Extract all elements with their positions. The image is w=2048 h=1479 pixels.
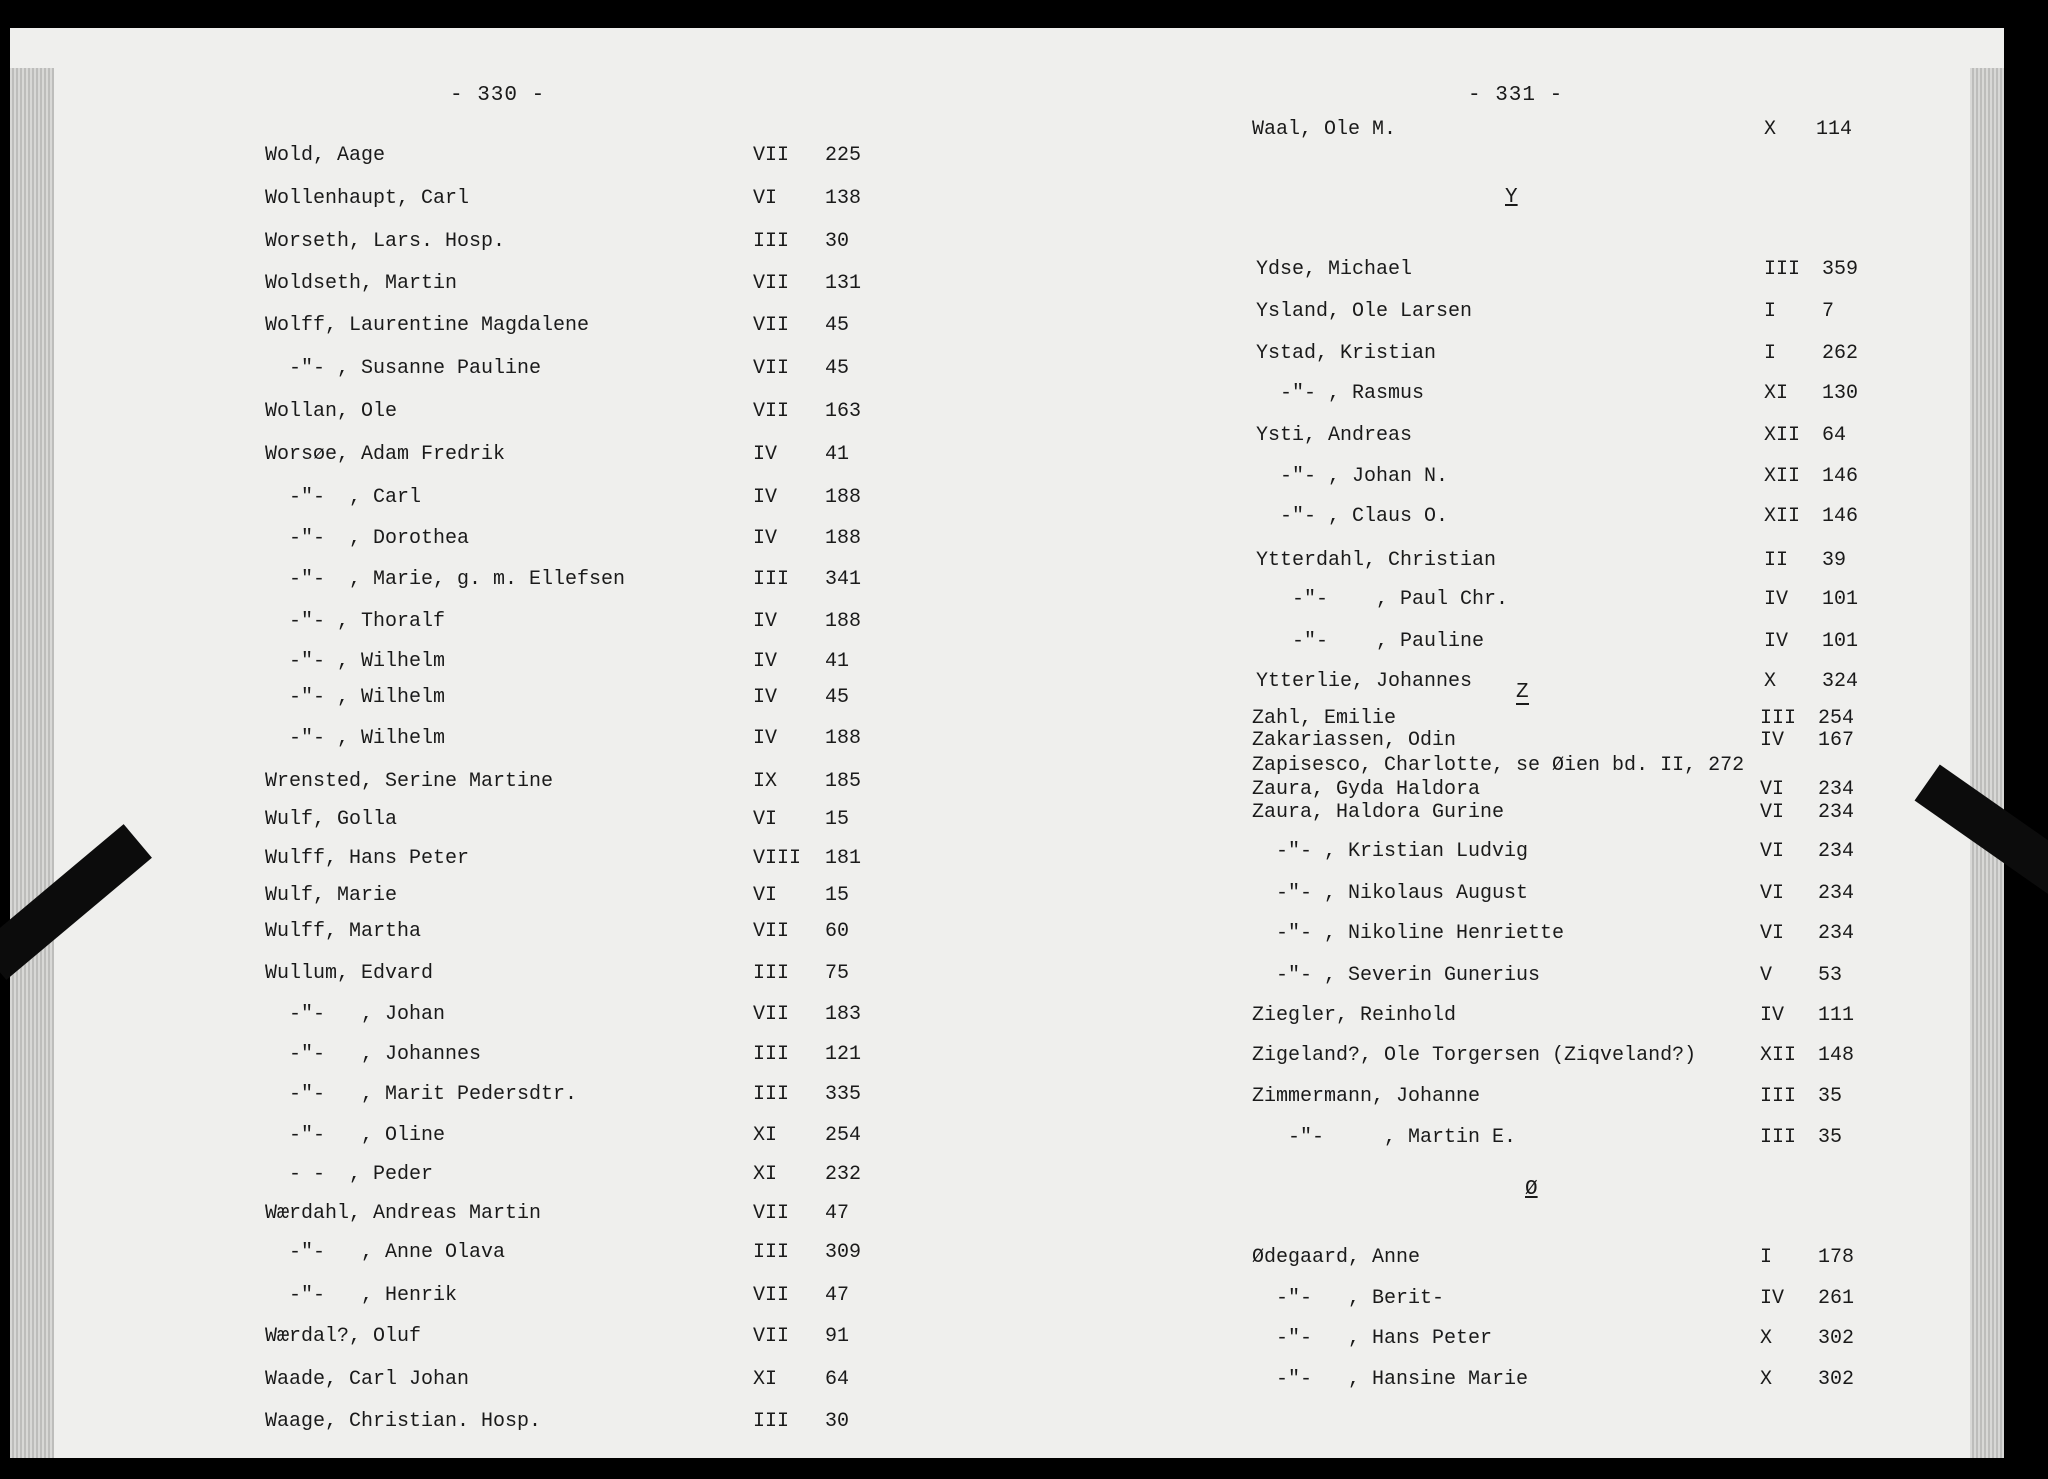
entry-name: Wulf, Golla [265, 808, 398, 831]
entry-name: Ziegler, Reinhold [1252, 1004, 1457, 1027]
entry-name: -"- , Kristian Ludvig [1252, 840, 1529, 863]
entry-name: -"- , Susanne Pauline [265, 357, 542, 380]
entry-volume: VI [1760, 801, 1785, 824]
entry-volume: III [1760, 1085, 1797, 1108]
entry-volume: I [1764, 342, 1777, 365]
entry-name: Ødegaard, Anne [1252, 1246, 1421, 1269]
entry-page: 188 [825, 610, 862, 633]
entry-volume: IV [1760, 729, 1785, 752]
entry-page: 35 [1818, 1085, 1843, 1108]
entry-page: 185 [825, 770, 862, 793]
entry-page: 261 [1818, 1287, 1855, 1310]
entry-volume: VI [753, 187, 778, 210]
entry-name: Zakariassen, Odin [1252, 729, 1457, 752]
entry-volume: VII [753, 400, 790, 423]
entry-name: Ysland, Ole Larsen [1256, 300, 1473, 323]
entry-volume: VII [753, 357, 790, 380]
entry-volume: II [1764, 549, 1789, 572]
entry-page: 39 [1822, 549, 1847, 572]
section-heading-oe: Ø [1525, 1178, 1538, 1201]
entry-volume: VIII [753, 847, 802, 870]
entry-name: -"- , Carl [265, 486, 422, 509]
entry-volume: VII [753, 1284, 790, 1307]
entry-name: Waage, Christian. Hosp. [265, 1410, 542, 1433]
entry-volume: III [753, 1083, 790, 1106]
entry-page: 181 [825, 847, 862, 870]
entry-name: -"- , Rasmus [1256, 382, 1425, 405]
entry-volume: III [753, 1410, 790, 1433]
entry-page: 234 [1818, 840, 1855, 863]
entry-name: Wulf, Marie [265, 884, 398, 907]
entry-volume: VI [1760, 840, 1785, 863]
entry-volume: XII [1764, 424, 1801, 447]
entry-volume: X [1760, 1327, 1773, 1350]
left-page [10, 28, 1040, 1458]
entry-volume: IX [753, 770, 778, 793]
entry-name: -"- , Dorothea [265, 527, 470, 550]
entry-volume: XII [1764, 505, 1801, 528]
entry-volume: VII [753, 1003, 790, 1026]
entry-page: 114 [1816, 118, 1853, 141]
entry-name: Zigeland?, Ole Torgersen (Ziqveland?) [1252, 1044, 1697, 1067]
entry-page: 359 [1822, 258, 1859, 281]
entry-page: 15 [825, 808, 850, 831]
entry-volume: VI [753, 808, 778, 831]
entry-volume: VII [753, 272, 790, 295]
entry-name: -"- , Oline [265, 1124, 446, 1147]
entry-volume: III [753, 1241, 790, 1264]
entry-volume: V [1760, 964, 1773, 987]
entry-page: 15 [825, 884, 850, 907]
entry-volume: X [1764, 118, 1777, 141]
entry-name: Woldseth, Martin [265, 272, 458, 295]
entry-page: 324 [1822, 670, 1859, 693]
entry-page: 309 [825, 1241, 862, 1264]
entry-page: 41 [825, 443, 850, 466]
entry-name: Wolff, Laurentine Magdalene [265, 314, 590, 337]
entry-volume: XII [1764, 465, 1801, 488]
entry-page: 111 [1818, 1004, 1855, 1027]
entry-volume: III [753, 568, 790, 591]
entry-name: Waal, Ole M. [1252, 118, 1397, 141]
entry-volume: IV [1760, 1004, 1785, 1027]
entry-name: Wærdal?, Oluf [265, 1325, 422, 1348]
entry-page: 302 [1818, 1368, 1855, 1391]
entry-volume: IV [753, 686, 778, 709]
entry-page: 254 [1818, 707, 1855, 730]
entry-page: 64 [1822, 424, 1847, 447]
entry-page: 7 [1822, 300, 1835, 323]
entry-volume: X [1760, 1368, 1773, 1391]
entry-page: 47 [825, 1202, 850, 1225]
entry-name: Zahl, Emilie [1252, 707, 1397, 730]
entry-name: -"- , Thoralf [265, 610, 446, 633]
entry-page: 225 [825, 144, 862, 167]
entry-name: Zapisesco, Charlotte, se Øien bd. II, 272 [1252, 754, 1745, 777]
entry-volume: VI [753, 884, 778, 907]
entry-volume: VI [1760, 882, 1785, 905]
entry-page: 234 [1818, 778, 1855, 801]
entry-page: 101 [1822, 588, 1859, 611]
entry-name: -"- , Severin Gunerius [1252, 964, 1541, 987]
entry-name: Ydse, Michael [1256, 258, 1413, 281]
right-page [1036, 28, 2004, 1458]
entry-name: Wulff, Hans Peter [265, 847, 470, 870]
section-heading-z: Z [1516, 681, 1529, 704]
entry-volume: XI [753, 1124, 778, 1147]
entry-volume: X [1764, 670, 1777, 693]
entry-volume: IV [1764, 630, 1789, 653]
entry-page: 121 [825, 1043, 862, 1066]
entry-page: 53 [1818, 964, 1843, 987]
entry-name: -"- , Wilhelm [265, 686, 446, 709]
entry-name: -"- , Marie, g. m. Ellefsen [265, 568, 626, 591]
entry-volume: IV [753, 443, 778, 466]
entry-name: -"- , Martin E. [1252, 1126, 1517, 1149]
entry-name: Wollan, Ole [265, 400, 398, 423]
entry-name: -"- , Paul Chr. [1256, 588, 1509, 611]
entry-name: -"- , Marit Pedersdtr. [265, 1083, 578, 1106]
entry-page: 60 [825, 920, 850, 943]
entry-page: 146 [1822, 465, 1859, 488]
entry-name: Wollenhaupt, Carl [265, 187, 470, 210]
entry-page: 302 [1818, 1327, 1855, 1350]
entry-name: -"- , Claus O. [1256, 505, 1449, 528]
entry-name: -"- , Johannes [265, 1043, 482, 1066]
entry-volume: XI [1764, 382, 1789, 405]
entry-page: 232 [825, 1163, 862, 1186]
entry-name: -"- , Johan [265, 1003, 446, 1026]
entry-volume: III [753, 1043, 790, 1066]
entry-page: 254 [825, 1124, 862, 1147]
entry-name: Ystad, Kristian [1256, 342, 1437, 365]
entry-volume: IV [753, 727, 778, 750]
entry-name: Ysti, Andreas [1256, 424, 1413, 447]
entry-page: 148 [1818, 1044, 1855, 1067]
entry-name: Worsøe, Adam Fredrik [265, 443, 506, 466]
entry-name: -"- , Pauline [1256, 630, 1485, 653]
entry-volume: III [1764, 258, 1801, 281]
entry-page: 335 [825, 1083, 862, 1106]
entry-name: Waade, Carl Johan [265, 1368, 470, 1391]
entry-name: Wærdahl, Andreas Martin [265, 1202, 542, 1225]
page-number: - 330 - [450, 84, 546, 107]
entry-page: 35 [1818, 1126, 1843, 1149]
entry-volume: III [1760, 707, 1797, 730]
entry-volume: IV [753, 650, 778, 673]
entry-page: 91 [825, 1325, 850, 1348]
entry-volume: III [753, 962, 790, 985]
entry-volume: VI [1760, 922, 1785, 945]
entry-page: 163 [825, 400, 862, 423]
entry-page: 167 [1818, 729, 1855, 752]
entry-name: Zaura, Haldora Gurine [1252, 801, 1505, 824]
entry-page: 45 [825, 314, 850, 337]
entry-name: -"- , Wilhelm [265, 727, 446, 750]
entry-volume: VI [1760, 778, 1785, 801]
entry-volume: I [1760, 1246, 1773, 1269]
entry-page: 234 [1818, 882, 1855, 905]
entry-page: 183 [825, 1003, 862, 1026]
entry-page: 188 [825, 527, 862, 550]
entry-name: Wold, Aage [265, 144, 386, 167]
entry-volume: III [1760, 1126, 1797, 1149]
entry-name: - - , Peder [265, 1163, 434, 1186]
entry-volume: IV [1764, 588, 1789, 611]
entry-name: -"- , Johan N. [1256, 465, 1449, 488]
entry-page: 64 [825, 1368, 850, 1391]
entry-page: 45 [825, 686, 850, 709]
entry-page: 130 [1822, 382, 1859, 405]
entry-name: -"- , Berit- [1252, 1287, 1445, 1310]
entry-volume: XI [753, 1163, 778, 1186]
entry-page: 45 [825, 357, 850, 380]
entry-volume: III [753, 230, 790, 253]
entry-name: Wulff, Martha [265, 920, 422, 943]
entry-page: 47 [825, 1284, 850, 1307]
entry-name: -"- , Wilhelm [265, 650, 446, 673]
page-number: - 331 - [1468, 84, 1564, 107]
entry-volume: IV [753, 610, 778, 633]
entry-name: Zaura, Gyda Haldora [1252, 778, 1481, 801]
entry-name: -"- , Anne Olava [265, 1241, 506, 1264]
entry-volume: VII [753, 1202, 790, 1225]
entry-page: 262 [1822, 342, 1859, 365]
entry-name: -"- , Nikoline Henriette [1252, 922, 1565, 945]
page-edge-stack [1970, 68, 2004, 1458]
entry-volume: VII [753, 1325, 790, 1348]
entry-page: 41 [825, 650, 850, 673]
entry-page: 234 [1818, 922, 1855, 945]
entry-page: 131 [825, 272, 862, 295]
entry-name: Wullum, Edvard [265, 962, 434, 985]
entry-volume: XII [1760, 1044, 1797, 1067]
entry-name: -"- , Hans Peter [1252, 1327, 1493, 1350]
entry-volume: XI [753, 1368, 778, 1391]
entry-name: -"- , Hansine Marie [1252, 1368, 1529, 1391]
entry-page: 30 [825, 1410, 850, 1433]
entry-name: Ytterlie, Johannes [1256, 670, 1473, 693]
entry-name: -"- , Nikolaus August [1252, 882, 1529, 905]
entry-volume: VII [753, 920, 790, 943]
entry-name: Wrensted, Serine Martine [265, 770, 554, 793]
entry-volume: I [1764, 300, 1777, 323]
entry-name: Zimmermann, Johanne [1252, 1085, 1481, 1108]
entry-page: 30 [825, 230, 850, 253]
section-heading-y: Y [1505, 186, 1518, 209]
entry-name: Ytterdahl, Christian [1256, 549, 1497, 572]
entry-volume: IV [753, 527, 778, 550]
entry-name: -"- , Henrik [265, 1284, 458, 1307]
entry-name: Worseth, Lars. Hosp. [265, 230, 506, 253]
entry-page: 101 [1822, 630, 1859, 653]
entry-volume: IV [1760, 1287, 1785, 1310]
entry-page: 341 [825, 568, 862, 591]
entry-page: 178 [1818, 1246, 1855, 1269]
entry-page: 75 [825, 962, 850, 985]
entry-page: 138 [825, 187, 862, 210]
entry-volume: IV [753, 486, 778, 509]
entry-page: 146 [1822, 505, 1859, 528]
entry-page: 188 [825, 486, 862, 509]
entry-page: 188 [825, 727, 862, 750]
entry-volume: VII [753, 144, 790, 167]
entry-page: 234 [1818, 801, 1855, 824]
page-edge-stack [10, 68, 54, 1458]
entry-volume: VII [753, 314, 790, 337]
